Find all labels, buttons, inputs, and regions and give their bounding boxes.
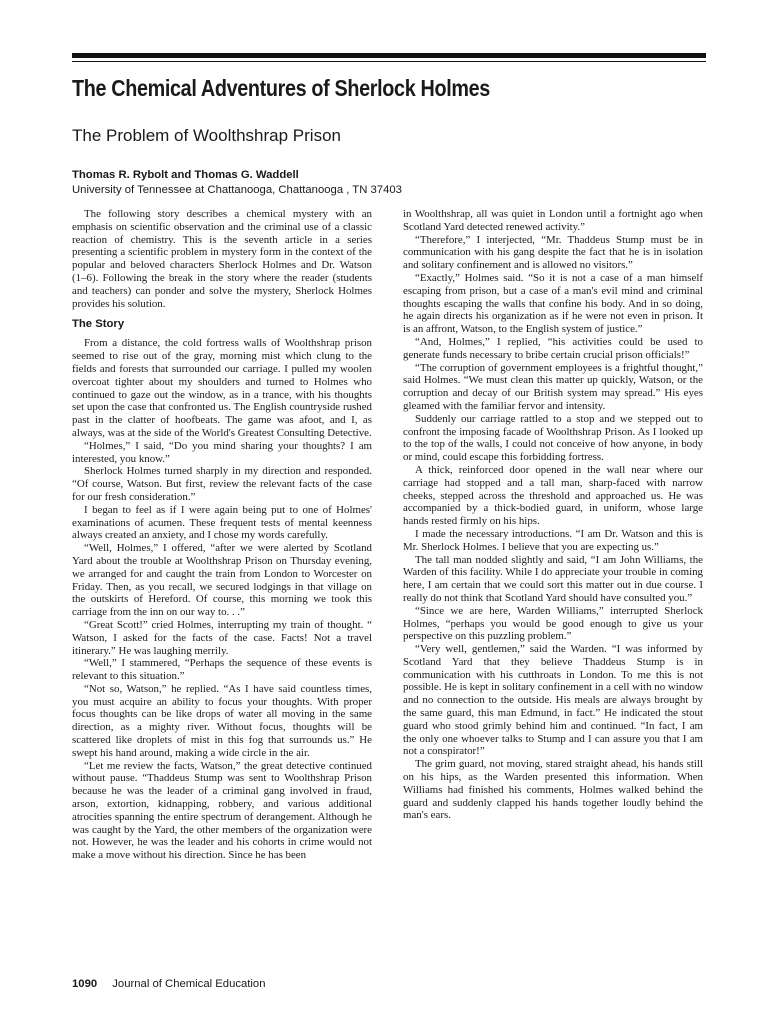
story-paragraph: “Therefore,” I interjected, “Mr. Thaddeus Stump must be in communication with his gang despite the fact that he is in isolation and solitary confinement and is allowed no visitors.”: [403, 233, 703, 272]
story-paragraph: “Exactly,” Holmes said. “So it is not a case of a man himself escaping from prison, but a case of a man's evil mind and criminal thoughts escaping the walls that confine his body. And in so doing, he again directs his organization as if he were not even in prison. It is an affront, Watson, to the English system of justice.”: [403, 271, 703, 336]
left-column: [72, 208, 372, 862]
story-paragraph: Sherlock Holmes turned sharply in my direction and responded. “Of course, Watson. But first, review the relevant facts of the case for our fresh consideration.”: [72, 465, 372, 503]
story-paragraph: The grim guard, not moving, stared straight ahead, his hands still on his hips, as the Warden presented this information. When Williams had finished his comments, Holmes walked behind the guard and suddenly clapped his hands together loudly behind the man's ears.: [403, 758, 703, 822]
story-paragraph: “Holmes,” I said, “Do you mind sharing your thoughts? I am interested, you know.”: [72, 439, 372, 465]
article-subtitle: The Problem of Woolthshrap Prison: [72, 126, 341, 145]
story-paragraph: “Well, Holmes,” I offered, “after we were alerted by Scotland Yard about the trouble at Woolthshrap Prison on Thursday evening, we arranged for and caught the train from London to Worcester on Friday. Then, as you recall, we secured lodgings in that village on the outskirts of Hereford. Of course, this morning we took this carriage from the inn on our way to. . .”: [72, 542, 372, 619]
story-paragraph: “And, Holmes,” I replied, “his activities could be used to generate funds necessary to bribe certain crucial prison officials!”: [403, 335, 703, 361]
story-paragraph: “Since we are here, Warden Williams,” interrupted Sherlock Holmes, “perhaps you would be good enough to give us your perspective on this puzzling problem.”: [403, 604, 703, 643]
story-paragraph: From a distance, the cold fortress walls of Woolthshrap prison seemed to rise out of the gray, morning mist which clung to the fields and forests that surrounded our carriage. I pulled my woolen overcoat tighter about my shoulders and turned to Holmes who continued to gaze out the window, as in a trance, with his thoughts set upon the case that confronted us. The English countryside rushed past in the clatter of hoofbeats. The game was afoot, and I, as always, was at the side of the World's Greatest Consulting Detective.: [72, 337, 372, 439]
story-paragraph: I began to feel as if I were again being put to one of Holmes' examinations of acumen. These frequent tests of mental keenness always created an anxiety, and I chose my words carefully.: [72, 503, 372, 542]
author-list: Thomas R. Rybolt and Thomas G. Waddell: [72, 169, 299, 181]
story-paragraph: “Not so, Watson,” he replied. “As I have said countless times, you must acquire an ability to focus your thoughts. With proper focus thoughts can be like drops of water all moving in the same direction, as a mighty river. Without focus, thoughts will be scattered like droplets of mist in this fog that surrounds us.” He swept his hand around, making a wide circle in the air.: [72, 682, 372, 759]
story-paragraph: “Let me review the facts, Watson,” the great detective continued without pause. “Thaddeus Stump was sent to Woolthshrap Prison because he was the leader of a criminal gang involved in fraud, arson, extortion, kidnapping, robbery, and various additional atrocities spanning the entire spectrum of derangement. Although he was caught by the Yard, the other members of the organization were not. However, he was the leader and his cohorts in crime would not make a move without his direction. Since he has been: [72, 759, 372, 862]
section-heading: The Story: [72, 318, 125, 331]
author-affiliation: University of Tennessee at Chattanooga, Chattanooga , TN 37403: [72, 184, 402, 196]
story-paragraph: Suddenly our carriage rattled to a stop and we stepped out to confront the imposing facade of Woolthshrap Prison. As I looked up to the top of the walls, I could not conceive of how anyone, in body or mind, could escape this forbidding fortress.: [403, 412, 703, 464]
story-paragraph: “Great Scott!” cried Holmes, interrupting my train of thought. “ Watson, I asked for the facts of the case. Facts! Not a travel itinerary.” He was laughing merrily.: [72, 618, 372, 657]
story-paragraph: “Well,” I stammered, “Perhaps the sequence of these events is relevant to this situation.”: [72, 657, 372, 683]
top-thin-rule: [72, 61, 706, 62]
story-paragraph: “The corruption of government employees is a frightful thought,” said Holmes. “We must clean this matter up quickly, Watson, or the corruption and decay of our British system may spread.” His eyes gleamed with the familiar fervor and intensity.: [403, 361, 703, 412]
top-thick-rule: [72, 53, 706, 58]
story-paragraph: The tall man nodded slightly and said, “I am John Williams, the Warden of this facility. While I do appreciate your trouble in coming here, I am certain that we could sort this matter out in due course. I really do not think that Scotland Yard should have consulted you.”: [403, 553, 703, 604]
right-column: [403, 208, 703, 822]
intro-paragraph: The following story describes a chemical mystery with an emphasis on scientific observation and the criminal use of a classic reaction of chemistry. This is the seventh article in a series presenting a scientific problem in mystery form in the context of the popular and beloved characters Sherlock Holmes and Dr. Watson (1–6). Following the break in the story where the reader (students and teachers) can ponder and solve the mystery, Sherlock Holmes provides his solution.: [72, 208, 372, 310]
story-paragraph: I made the necessary introductions. “I am Dr. Watson and this is Mr. Sherlock Holmes. I believe that you are expecting us.”: [403, 527, 703, 553]
story-paragraph: “Very well, gentlemen,” said the Warden. “I was informed by Scotland Yard that they believe Thaddeus Stump is in communication with his cutthroats in London. To me this is not possible. He is kept in solitary confinement in a cell with no window and no connection to the outside. His meals are always brought by the same guard, this man Edmund, in fact.” He indicated the stout guard who stood grimly behind him and continued. “In fact, I am the only one whoever talks to Stump and I can assure you that I am not a conspirator!”: [403, 643, 703, 758]
page-number: 1090: [72, 978, 98, 990]
article-title: The Chemical Adventures of Sherlock Holmes: [72, 75, 490, 101]
journal-name: Journal of Chemical Education: [112, 978, 266, 990]
page-footer: [72, 978, 266, 990]
story-paragraph: A thick, reinforced door opened in the wall near where our carriage had stopped and a tall man, sharp-faced with narrow cheeks, stepped across the threshold and approached us. He was accompanied by a thick-bodied guard, in uniform, whose large hands rested firmly on his hips.: [403, 463, 703, 528]
story-paragraph-continued: in Woolthshrap, all was quiet in London until a fortnight ago when Scotland Yard detected renewed activity.”: [403, 208, 703, 233]
